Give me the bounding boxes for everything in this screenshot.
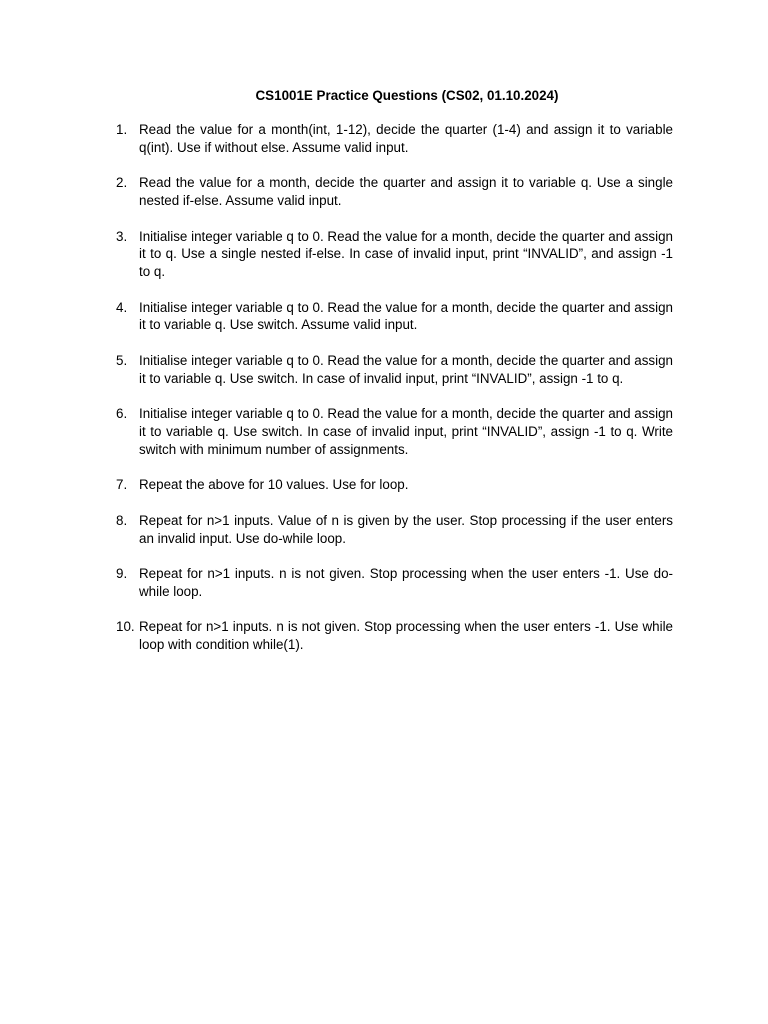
question-text: Initialise integer variable q to 0. Read the value for a month, decide the quarter and assign it to variable q. Use switch. In case of invalid input, print “INVALID”, assign -1 to q. Write switch with minimum number of assignments. <box>139 406 673 457</box>
question-text: Initialise integer variable q to 0. Read the value for a month, decide the quarter and assign it to q. Use a single nested if-else. In case of invalid input, print “INVALID”, and assign -1 to q. <box>139 228 673 280</box>
list-item <box>116 405 673 458</box>
question-number: 5. <box>116 352 128 368</box>
question-number: 7. <box>116 477 128 493</box>
question-number: 2. <box>116 175 128 191</box>
question-number: 3. <box>116 228 128 244</box>
question-number: 6. <box>116 406 128 422</box>
question-text: Read the value for a month(int, 1-12), decide the quarter (1-4) and assign it to variable q(int). Use if without else. Assume valid input. <box>139 122 673 155</box>
question-text: Read the value for a month, decide the quarter and assign it to variable q. Use a single nested if-else. Assume valid input. <box>139 175 673 209</box>
question-number: 9. <box>116 566 128 582</box>
question-text: Repeat the above for 10 values. Use for loop. <box>139 477 409 493</box>
list-item <box>116 352 673 388</box>
list-item <box>116 299 673 335</box>
question-number: 4. <box>116 299 128 315</box>
question-number: 8. <box>116 512 128 528</box>
question-text: Initialise integer variable q to 0. Read the value for a month, decide the quarter and assign it to variable q. Use switch. In case of invalid input, print “INVALID”, assign -1 to q. <box>139 352 673 386</box>
list-item <box>116 228 673 281</box>
question-number: 10. <box>116 619 135 635</box>
page-title: CS1001E Practice Questions (CS02, 01.10.2024) <box>255 88 559 103</box>
question-text: Repeat for n>1 inputs. Value of n is given by the user. Stop processing if the user enters an invalid input. Use do-while loop. <box>139 512 673 546</box>
list-item <box>116 174 673 210</box>
question-number: 1. <box>116 122 128 137</box>
list-item <box>116 476 673 494</box>
question-text: Repeat for n>1 inputs. n is not given. Stop processing when the user enters -1. Use do-while loop. <box>139 566 673 599</box>
question-text: Initialise integer variable q to 0. Read the value for a month, decide the quarter and assign it to variable q. Use switch. Assume valid input. <box>139 299 673 333</box>
list-item <box>116 512 673 548</box>
question-list <box>116 121 673 672</box>
list-item <box>116 121 673 157</box>
question-text: Repeat for n>1 inputs. n is not given. Stop processing when the user enters -1. Use while loop with condition while(1). <box>139 619 673 653</box>
list-item <box>116 618 673 654</box>
list-item <box>116 565 673 601</box>
